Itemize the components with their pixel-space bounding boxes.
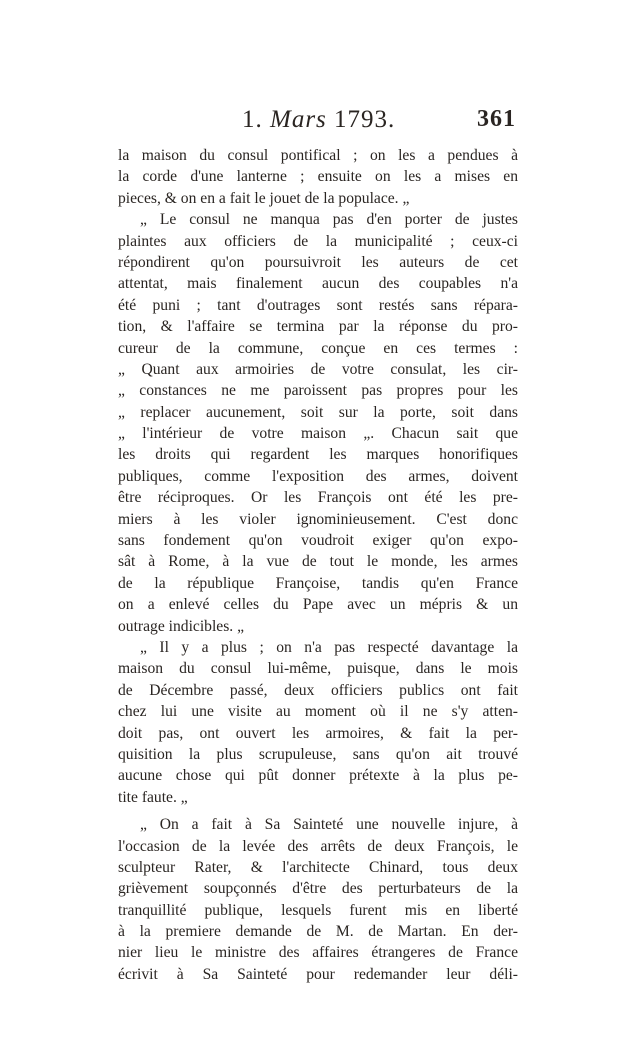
text-line: sans fondement qu'on voudroit exiger qu'on expo-: [118, 532, 518, 550]
text-line: doit pas, ont ouvert les armoires, & fait la per-: [118, 724, 518, 742]
text-line: pieces, & on en a fait le jouet de la populace. „: [118, 189, 410, 207]
text-line: être réciproques. Or les François ont été les pre-: [118, 489, 518, 507]
text-line: „ l'intérieur de votre maison „. Chacun sait que: [118, 425, 518, 443]
text-line: tion, & l'affaire se termina par la réponse du pro-: [118, 318, 518, 336]
text-line: nier lieu le ministre des affaires étrangeres de France: [118, 944, 518, 962]
text-line: répondirent qu'on poursuivroit les auteurs de cet: [118, 253, 518, 271]
text-line: à la premiere demande de M. de Martan. En der-: [118, 923, 518, 941]
text-line: de Décembre passé, deux officiers publics ont fait: [118, 681, 518, 699]
text-line: on a enlevé celles du Pape avec un mépris & un: [118, 596, 518, 614]
body-text: [118, 145, 518, 985]
text-line: grièvement soupçonnés d'être des perturbateurs de la: [118, 880, 518, 898]
text-line: „ constances ne me paroissent pas propres pour les: [118, 382, 518, 400]
text-line: la corde d'une lanterne ; ensuite on les a mises en: [118, 168, 518, 186]
page-number: 361: [477, 106, 516, 132]
text-line: l'occasion de la levée des arrêts de deux François, le: [118, 837, 518, 855]
text-line: chez lui une visite au moment où il ne s'y atten-: [118, 703, 518, 721]
text-line: sât à Rome, à la vue de tout le monde, les armes: [118, 553, 518, 571]
text-line: écrivit à Sa Sainteté pour redemander leur déli-: [118, 965, 518, 983]
running-head-date: [242, 106, 395, 134]
header-day: 1.: [242, 106, 263, 133]
text-line: tite faute. „: [118, 788, 188, 806]
text-line: „ Le consul ne manqua pas d'en porter de justes: [140, 211, 518, 229]
text-line: miers à les violer ignominieusement. C'est donc: [118, 510, 518, 528]
text-line: „ Quant aux armoiries de votre consulat, les cir-: [118, 360, 518, 378]
text-line: outrage indicibles. „: [118, 617, 245, 635]
text-line: sculpteur Rater, & l'architecte Chinard, tous deux: [118, 858, 518, 876]
text-line: la maison du consul pontifical ; on les a pendues à: [118, 147, 518, 164]
header-year: 1793.: [334, 106, 396, 133]
text-line: les droits qui regardent les marques honorifiques: [118, 446, 518, 464]
text-line: cureur de la commune, conçue en ces termes :: [118, 339, 518, 357]
text-line: de la république Françoise, tandis qu'en France: [118, 574, 518, 592]
text-line: publiques, comme l'exposition des armes, doivent: [118, 467, 518, 485]
text-line: „ replacer aucunement, soit sur la porte, soit dans: [118, 403, 518, 421]
page-header: [118, 106, 518, 142]
text-line: maison du consul lui-même, puisque, dans le mois: [118, 660, 518, 678]
text-line: „ Il y a plus ; on n'a pas respecté davantage la: [140, 638, 518, 656]
text-line: tranquillité publique, lesquels furent mis en liberté: [118, 901, 518, 919]
text-line: aucune chose qui pût donner prétexte à la plus pe-: [118, 767, 518, 785]
text-line: quisition la plus scrupuleuse, sans qu'on ait trouvé: [118, 745, 518, 763]
text-line: plaintes aux officiers de la municipalité ; ceux-ci: [118, 232, 518, 250]
text-line: été puni ; tant d'outrages sont restés sans répara-: [118, 296, 518, 314]
text-line: attentat, mais finalement aucun des coupables n'a: [118, 275, 518, 293]
header-month: Mars: [270, 106, 327, 133]
text-line: „ On a fait à Sa Sainteté une nouvelle injure, à: [140, 816, 518, 834]
